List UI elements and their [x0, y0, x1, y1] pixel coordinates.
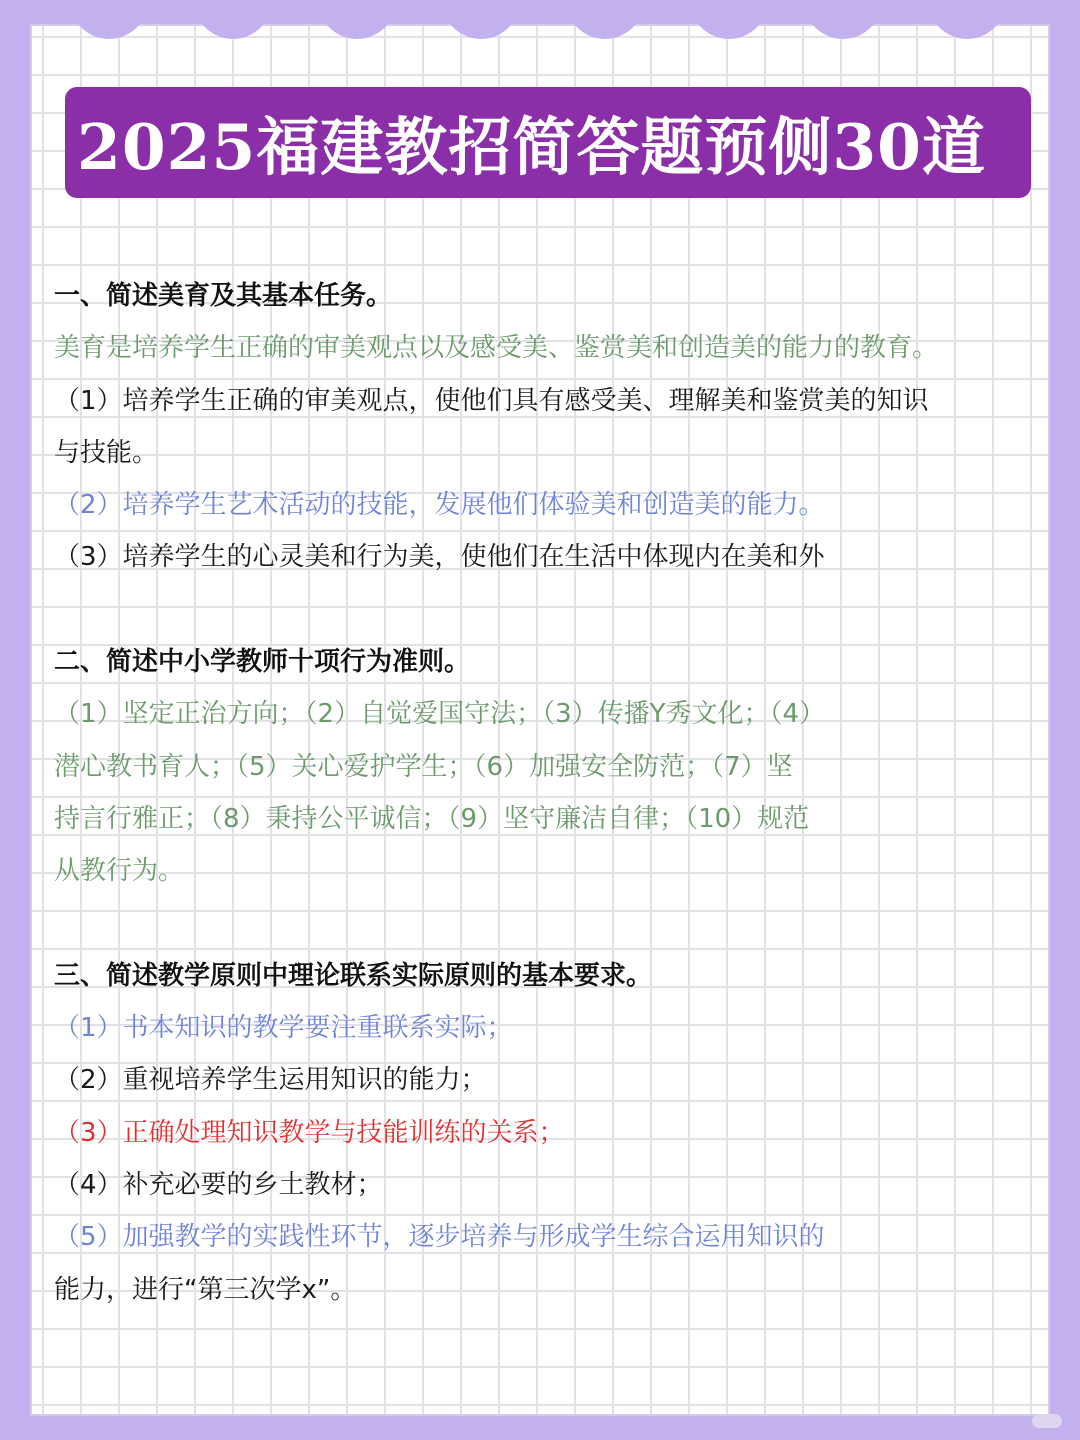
answer-line: 能力，进行“第三次学x”。 [54, 1274, 357, 1305]
answer-line: （1）培养学生正确的审美观点，使他们具有感受美、理解美和鉴赏美的知识 [54, 385, 929, 416]
section-heading: 二、简述中小学教师十项行为准则。 [54, 647, 471, 678]
answer-line: （2）重视培养学生运用知识的能力； [54, 1065, 487, 1096]
section-3 [54, 950, 1034, 1316]
section-1 [54, 270, 1034, 584]
section-heading: 一、简述美育及其基本任务。 [54, 281, 393, 311]
section-2 [54, 636, 1034, 897]
watermark-mark [1032, 1414, 1062, 1428]
spacer [54, 898, 1034, 950]
page-title: 2025福建教招简答题预侧30道 [77, 110, 987, 184]
answer-line: （2）培养学生艺术活动的技能，发展他们体验美和创造美的能力。 [54, 490, 825, 521]
answer-line: （3）培养学生的心灵美和行为美，使他们在生活中体现内在美和外 [54, 542, 825, 573]
content-area [54, 270, 1034, 1316]
answer-line: 潜心教书育人；（5）关心爱护学生；（6）加强安全防范；（7）坚 [54, 751, 793, 782]
answer-line: 与技能。 [54, 437, 159, 468]
answer-line: （1）坚定正治方向；（2）自觉爱国守法；（3）传播Y秀文化；（4） [54, 699, 826, 730]
title-banner [65, 87, 1031, 198]
spacer [54, 584, 1034, 636]
answer-line: （3）正确处理知识教学与技能训练的关系； [54, 1117, 565, 1148]
answer-line: 持言行雅正；（8）秉持公平诚信；（9）坚守廉洁自律；（10）规范 [54, 803, 810, 834]
answer-line: 从教行为。 [54, 856, 185, 887]
answer-line: （1）书本知识的教学要注重联系实际； [54, 1013, 513, 1044]
answer-line: 美育是培养学生正确的审美观点以及感受美、鉴赏美和创造美的能力的教育。 [54, 333, 939, 364]
answer-line: （5）加强教学的实践性环节，逐步培养与形成学生综合运用知识的 [54, 1222, 825, 1253]
section-heading: 三、简述教学原则中理论联系实际原则的基本要求。 [54, 960, 653, 991]
answer-line: （4）补充必要的乡土教材； [54, 1170, 383, 1201]
